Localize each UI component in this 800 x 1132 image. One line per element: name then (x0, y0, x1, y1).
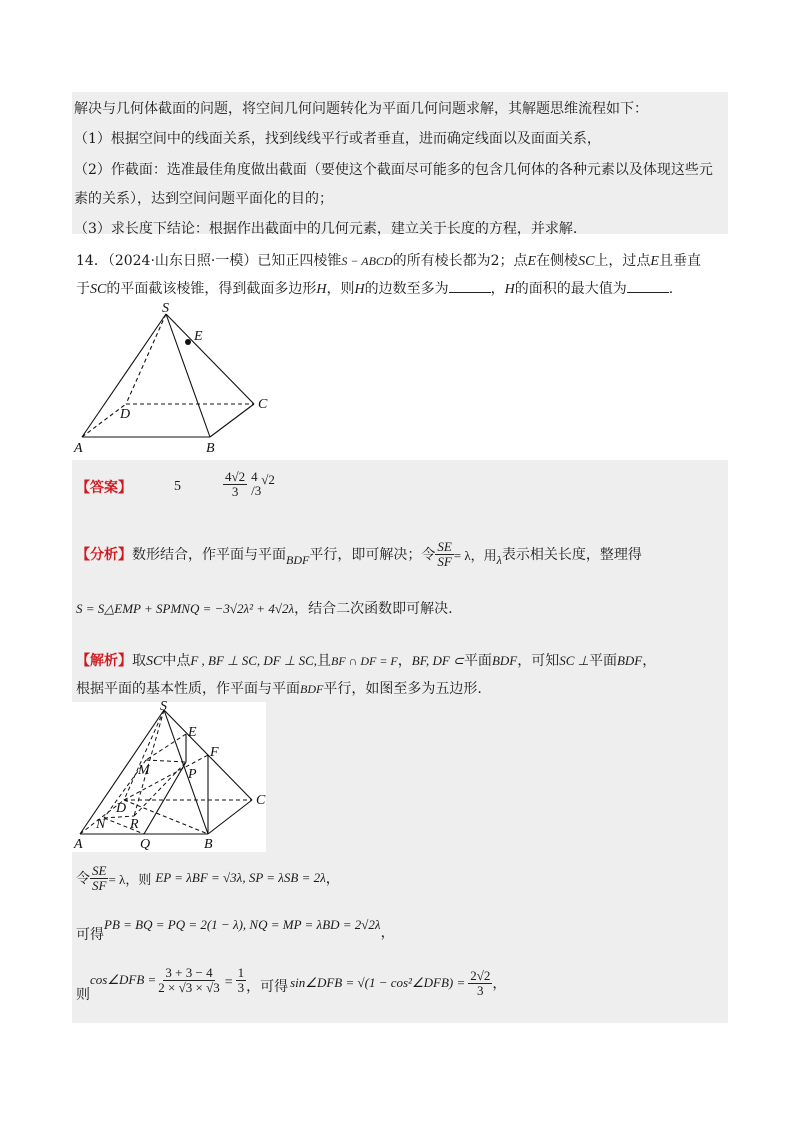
condition-sc-perp: SC ⊥ (559, 653, 589, 668)
polygon-h: H (354, 282, 365, 297)
ratio-den: SF (92, 877, 107, 893)
sin-result (468, 969, 492, 997)
problem-text: 已知正四棱锥 (257, 253, 342, 269)
derivation-text: 可得 (76, 927, 104, 943)
derivation-text: ， (492, 976, 507, 992)
problem-text: 在侧棱 (536, 253, 579, 269)
intro-line-2: （1）根据空间中的线面关系，找到线线平行或者垂直，进而确定线面以及面面关系， (74, 131, 601, 147)
label-e: E (188, 725, 197, 740)
answer-line (76, 470, 275, 499)
ratio-den: SF (437, 553, 452, 569)
label-e: E (194, 329, 203, 344)
edge-sc (166, 314, 254, 404)
problem-source: （2024·山东日照·一模） (107, 253, 258, 269)
derivation-line-2 (76, 914, 395, 943)
lambda-symbol: λ (496, 552, 502, 567)
edge-sc: SC (90, 282, 107, 297)
condition-intersection: BF ∩ DF = F (331, 654, 398, 668)
label-a: A (74, 441, 83, 456)
cos-num: 3 + 3 − 4 (165, 964, 213, 980)
point-e-dot (185, 339, 191, 345)
point-e: E (650, 254, 659, 269)
length-relations-2: PB = BQ = PQ = 2(1 − λ), NQ = MP = λBD = 2√2λ (104, 917, 381, 932)
edge-mp (146, 760, 186, 762)
edge-bc (210, 404, 254, 437)
solution-text: 平面 (463, 653, 492, 669)
intro-line-3: （2）作截面：选准最佳角度做出截面（要使这个截面尽可能多的包含几何体的各种元素以及体现这些元 (74, 162, 713, 178)
edge-bc (208, 800, 252, 834)
solution-text: 平面 (588, 653, 617, 669)
ratio-num: SE (92, 863, 107, 878)
cos-fraction (156, 966, 221, 994)
pyramid-name: S − ABCD (341, 254, 393, 268)
problem-text: ， (490, 281, 505, 297)
ratio-num: SE (437, 539, 452, 554)
label-d: D (120, 407, 131, 422)
ratio-fraction (435, 540, 453, 568)
problem-text: 的面积的最大值为 (514, 281, 627, 297)
derivation-text: ， (380, 925, 395, 941)
answer-fraction-num: 4√2 (225, 469, 246, 485)
label-n: N (96, 817, 106, 832)
analysis-label: 【分析】 (76, 547, 132, 564)
cos-result (236, 966, 247, 994)
condition-perpendicular: F , BF ⊥ SC, DF ⊥ SC, (190, 653, 317, 668)
sin-result-den: 3 (477, 982, 484, 998)
cos-result-den: 3 (237, 979, 245, 995)
answer-fraction (223, 470, 247, 498)
problem-text: 的所有棱长都为2；点 (392, 253, 528, 269)
cos-result-num: 1 (237, 964, 245, 980)
problem-text: 于 (76, 281, 90, 297)
cos-equals: = (224, 975, 233, 990)
analysis-line-2 (76, 598, 453, 618)
label-d: D (116, 801, 127, 816)
solution-text: 平行，如图至多为五边形. (323, 681, 482, 697)
intro-line-1: 解决与几何体截面的问题，将空间几何问题转化为平面几何问题求解，其解题思维流程如下： (74, 101, 648, 117)
label-m: M (138, 763, 150, 778)
edge-sc: SC (146, 654, 163, 669)
answer-blank-1 (449, 282, 491, 293)
problem-text: 的平面截该棱锥，得到截面多边形 (106, 281, 317, 297)
problem-text: . (668, 281, 674, 297)
sin-result-num: 2√2 (470, 967, 491, 983)
solution-label: 【解析】 (76, 653, 132, 669)
derivation-text: 则 (76, 987, 90, 1003)
problem-text: 的边数至多为 (364, 281, 449, 297)
answer-value-2-num: 4 (251, 469, 258, 484)
cos-lhs: cos∠DFB = (90, 972, 157, 987)
label-c: C (258, 397, 268, 412)
answer-label: 【答案】 (76, 480, 132, 497)
ratio-fraction (90, 864, 108, 892)
label-q: Q (140, 837, 151, 852)
solution-text: ， (642, 653, 657, 669)
cos-den: 2 × √3 × √3 (158, 979, 220, 995)
analysis-text: 数形结合，作平面与平面 (132, 547, 286, 564)
length-relations-1: EP = λBF = √3λ, SP = λSB = 2λ (155, 870, 326, 886)
problem-text: ，则 (326, 281, 355, 297)
problem-text: 上，过点 (594, 253, 651, 269)
analysis-line-1 (76, 540, 642, 568)
analysis-text: 平行，即可解决；令 (309, 547, 436, 564)
problem-number: 14． (76, 253, 108, 269)
label-r: R (130, 817, 139, 832)
problem-line-1 (76, 250, 701, 270)
area-formula: S = S△EMP + SPMNQ = −3√2λ² + 4√2λ (76, 601, 295, 616)
solution-text: 根据平面的基本性质，作平面与平面 (76, 681, 300, 697)
label-c: C (256, 793, 266, 808)
pyramid-figure (70, 300, 280, 458)
derivation-text: 令 (76, 871, 90, 888)
solution-text: 取 (132, 653, 146, 669)
label-a: A (74, 837, 83, 852)
label-s: S (162, 301, 169, 316)
solution-text: 且 (317, 653, 331, 669)
solution-text: ， (397, 653, 412, 669)
answer-fraction-den: 3 (231, 483, 239, 499)
condition-subset: BF, DF ⊂ (411, 653, 464, 668)
plane-bdf: BDF (300, 682, 324, 696)
derivation-text: = λ，则 (108, 871, 152, 887)
plane-bdf: BDF (616, 653, 643, 668)
analysis-text: 表示相关长度，整理得 (501, 547, 642, 564)
problem-text: 且垂直 (658, 253, 701, 269)
answer-value-1: 5 (174, 479, 181, 495)
edge-sb (164, 710, 208, 834)
label-b: B (204, 837, 213, 852)
answer-value-2-rad: √2 (261, 472, 275, 488)
edge-sd (124, 710, 164, 800)
edge-sb (166, 314, 210, 437)
label-p: P (188, 767, 197, 782)
analysis-text: ，结合二次函数即可解决. (294, 601, 453, 617)
label-f: F (210, 745, 219, 760)
edge-sd (126, 314, 166, 404)
solution-text: 中点 (162, 653, 191, 669)
plane-bdf: BDF (491, 653, 518, 668)
answer-value-2-den: /3 (251, 483, 262, 499)
section-figure (72, 700, 272, 852)
answer-value-2 (251, 470, 275, 499)
label-b: B (206, 441, 215, 456)
label-s: S (160, 700, 167, 714)
problem-line-2 (76, 278, 673, 298)
point-e: E (527, 254, 537, 269)
intro-line-5: （3）求长度下结论：根据作出截面中的几何元素，建立关于长度的方程，并求解. (74, 221, 578, 237)
derivation-line-3 (76, 962, 506, 1004)
edge-pq (144, 762, 186, 834)
edge-sc: SC (578, 254, 595, 269)
derivation-line-1 (76, 864, 340, 892)
derivation-text: ，可得 (246, 979, 289, 995)
solution-line-2 (76, 678, 482, 698)
polygon-h: H (316, 282, 327, 297)
polygon-h: H (504, 282, 515, 297)
solution-line-1 (76, 650, 656, 670)
sin-lhs: sin∠DFB = √(1 − cos²∠DFB) = (290, 975, 466, 990)
answer-blank-2 (627, 282, 669, 293)
analysis-text: = λ，用 (453, 547, 497, 563)
plane-bdf: BDF (286, 552, 310, 567)
solution-text: ，可知 (517, 653, 560, 669)
derivation-text: ， (325, 871, 340, 888)
intro-line-4: 素的关系），达到空间问题平面化的目的； (74, 191, 333, 207)
